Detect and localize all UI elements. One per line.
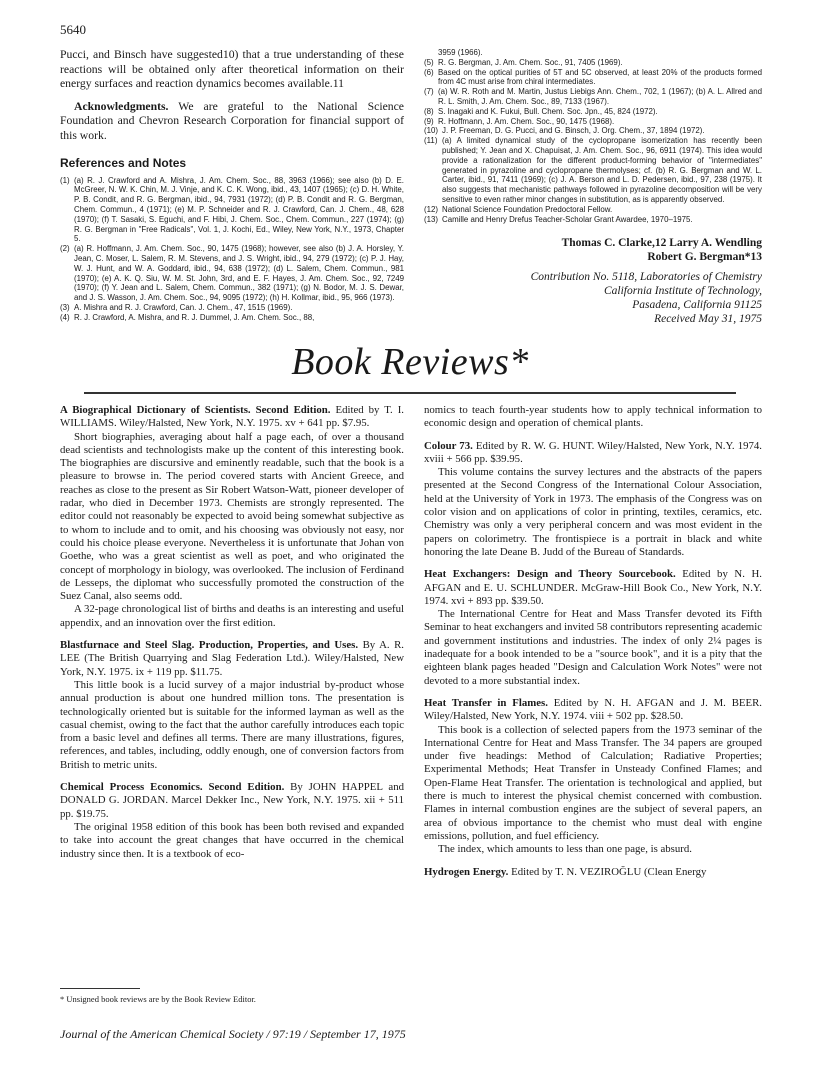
- reference-text: S. Inagaki and K. Fukui, Bull. Chem. Soc. Jpn., 45, 824 (1972).: [438, 106, 658, 116]
- reviews-left-column: [60, 404, 404, 861]
- book-review: [424, 568, 762, 688]
- acknowledgments-text: We are grateful to the National Science Foundation and Chevron Research Corporation for financial support of this work.: [60, 99, 404, 142]
- review-title: Blastfurnace and Steel Slag. Production, Properties, and Uses.: [60, 639, 359, 652]
- review-heading: [424, 568, 762, 608]
- book-review: [60, 781, 404, 861]
- reference-text: J. P. Freeman, D. G. Pucci, and G. Binsch, J. Org. Chem., 37, 1894 (1972).: [442, 126, 705, 136]
- review-heading: [424, 440, 762, 467]
- reference-item: [424, 215, 762, 225]
- reference-text: R. Hoffmann, J. Am. Chem. Soc., 90, 1475 (1968).: [438, 116, 615, 126]
- acknowledgments-label: Acknowledgments.: [74, 99, 169, 113]
- reference-number: (1): [60, 175, 70, 185]
- review-byline: Edited by T. N. VEZIROĞLU (Clean Energy: [511, 865, 707, 878]
- page-number: 5640: [60, 22, 86, 37]
- reference-number: (6): [424, 67, 434, 77]
- acknowledgments: [60, 100, 404, 144]
- received-date: Received May 31, 1975: [654, 313, 762, 326]
- reference-item: [60, 244, 404, 303]
- reference-item: [60, 313, 404, 323]
- reference-number: (4): [60, 312, 70, 322]
- review-paragraph: The original 1958 edition of this book has been both revised and expanded to take into account the great changes that have occurred in the chemical industry since then. It is a textbook of eco-: [60, 820, 404, 860]
- review-paragraph: This volume contains the survey lectures and the abstracts of the papers presented at the Second Congress of the International Colour Association, held at the University of York in 1973. The emphasis of the Congress was on color vision and on applications of color in printing, textiles, ceramics, etc. Chemistry was only a very peripheral concern and was most evident in the papers on colorimetry. The frontispiece is a portrait in black and white honoring the late Deane B. Judd of the Bureau of Standards.: [424, 466, 762, 558]
- reference-text: Based on the optical purities of 5T and 5C observed, at least 20% of the products formed from 4C must arise from chiral intermediates.: [438, 67, 762, 87]
- book-review: [60, 404, 404, 630]
- reference-item: [424, 87, 762, 107]
- reference-text: National Science Foundation Predoctoral Fellow.: [442, 204, 613, 214]
- review-byline: Edited by T. I. WILLIAMS. Wiley/Halsted, New York, N.Y. 1975. xv + 641 pp. $7.95.: [60, 404, 405, 430]
- top-left-column: [60, 48, 404, 323]
- review-title: Hydrogen Energy.: [424, 865, 509, 878]
- review-heading: [60, 781, 404, 821]
- contribution-line-3: Pasadena, California 91125: [632, 299, 762, 312]
- review-heading: [424, 697, 762, 724]
- reference-text: R. J. Crawford, A. Mishra, and R. J. Dummel, J. Am. Chem. Soc., 88,: [74, 312, 315, 322]
- review-continuation: nomics to teach fourth-year students how to apply technical information to economic design and operation of chemical plants.: [424, 404, 762, 430]
- book-review: [60, 639, 404, 772]
- reference-number: [424, 48, 438, 58]
- reference-item: [424, 58, 762, 68]
- contribution-line-1: Contribution No. 5118, Laboratories of Chemistry: [530, 271, 762, 284]
- reviews-right-column: [424, 404, 762, 879]
- review-paragraph: The International Centre for Heat and Mass Transfer devoted its Fifth Seminar to heat exchangers and invited 58 contributors representing academic and government institutions and industries. The index of only 2¼ pages is inadequate for a book intended to be a "source book", and it is a pity that the eighteen blank pages headed "Design and Calculation Work Notes" were not devoted to a more substantial index.: [424, 608, 762, 687]
- reference-number: (3): [60, 302, 70, 312]
- review-paragraph: A 32-page chronological list of births and deaths is an interesting and useful appendix, and an innovation over the first edition.: [60, 603, 404, 629]
- authors-line-1: Thomas C. Clarke,12 Larry A. Wendling: [561, 237, 762, 250]
- review-title: Chemical Process Economics. Second Edition.: [60, 781, 285, 794]
- reference-item: [424, 107, 762, 117]
- reference-number: (5): [424, 57, 434, 67]
- contribution-line-2: California Institute of Technology,: [603, 285, 762, 298]
- reference-number: (12): [424, 204, 439, 214]
- reference-text: (a) W. R. Roth and M. Martin, Justus Liebigs Ann. Chem., 702, 1 (1967); (b) A. L. Allred and R. L. Smith, J. Am. Chem. Soc., 89, 7133 (1967).: [438, 87, 762, 106]
- review-title: A Biographical Dictionary of Scientists. Second Edition.: [60, 404, 331, 416]
- reference-item: [60, 176, 404, 245]
- reference-item: [424, 126, 762, 136]
- review-byline: By A. R. LEE (The British Quarrying and Slag Federation Ltd.). Wiley/Halsted, New York, N.Y. 1975. ix + 119 pp. $11.75.: [60, 639, 405, 678]
- references-heading: References and Notes: [60, 155, 187, 170]
- review-byline: Edited by N. H. AFGAN and J. M. BEER. Wiley/Halsted, New York, N.Y. 1974. viii + 502 pp. $28.50.: [424, 696, 763, 723]
- review-paragraph: This book is a collection of selected papers from the 1973 seminar of the International Centre for Heat and Mass Transfer. The 34 papers are grouped under five headings: Method of Calculation; Radiative Properties; Experimental Methods; Heat Transfer in Unsteady Confined Flames; and Open-Flame Heat Transfer. The orientation is technological and applied, but there is much to interest the physical chemist concerned with combustion. Flames in internal combustion engines are the subject of several papers, an area of obvious importance to the chemist who must deal with engine emissions, pollution, and fuel efficiency.: [424, 723, 762, 842]
- reference-text: R. G. Bergman, J. Am. Chem. Soc., 91, 7405 (1969).: [438, 57, 623, 67]
- journal-footer: Journal of the American Chemical Society / 97:19 / September 17, 1975: [60, 1027, 406, 1041]
- reference-number: (9): [424, 116, 434, 126]
- reference-number: (7): [424, 87, 434, 97]
- footnote-rule: [60, 988, 140, 989]
- review-byline: Edited by R. W. G. HUNT. Wiley/Halsted, New York, N.Y. 1974. xviii + 566 pp. $39.95.: [424, 439, 762, 465]
- review-title: Colour 73.: [424, 439, 473, 452]
- authors-line-2: Robert G. Bergman*13: [647, 251, 762, 264]
- review-paragraph: The index, which amounts to less than one page, is absurd.: [438, 843, 692, 856]
- reference-text: A. Mishra and R. J. Crawford, Can. J. Chem., 47, 1515 (1969).: [74, 302, 293, 312]
- reference-item: [424, 136, 762, 205]
- reference-text: (a) A limited dynamical study of the cyclopropane isomerization has recently been published; Y. Jean and X. Chapuisat, J. Am. Chem. Soc., 96, 6911 (1974). This idea would provide a rationalization for the different product-forming behavior of "intermediates" generated in pyrazoline and cyclopropane thermolyses; cf. (b) R. G. Bergman and W. L. Carter, ibid., 91, 7411 (1969); (c) J. A. Berson and L. D. Pedersen, ibid., 97, 238 (1975). It also suggests that mechanistic pathways followed in pyrazoline decomposition will be very sensitive to even rather minor changes in substitution, as is apparently observed.: [442, 136, 762, 204]
- reference-number: (13): [424, 214, 439, 224]
- section-rule: [84, 392, 736, 394]
- reference-text: 3959 (1966).: [438, 48, 483, 57]
- reference-number: (8): [424, 106, 434, 116]
- reference-number: (10): [424, 126, 439, 136]
- review-heading: [60, 404, 404, 431]
- review-heading: [424, 866, 762, 879]
- section-title: Book Reviews*: [291, 341, 529, 383]
- intro-paragraph: Pucci, and Binsch have suggested10) that a true understanding of these reactions will be obtained only after theoretical information on their energy surfaces and reaction dynamics becomes available.11: [60, 48, 404, 91]
- footnote: * Unsigned book reviews are by the Book Review Editor.: [60, 994, 256, 1004]
- book-review: [424, 697, 762, 857]
- reference-item: [424, 117, 762, 127]
- reviews-right-list: [424, 440, 762, 879]
- reference-item: [60, 303, 404, 313]
- contribution-block: [424, 270, 762, 326]
- review-paragraph: Short biographies, averaging about half a page each, of over a thousand dead scientists and technologists make up the content of this interesting book. The biographies are discursive and eminently readable, such that the book is a pleasure to browse in. The period covered starts with Ancient Greece, and reaches as close to the present as Sir Robert Watson-Watt, pioneer developer of radar, who died in December 1973. Chemists are strongly represented. The editor could not reasonably be expected to avoid being somewhat subjective as to whom to include and to omit, and his choosing was obviously not easy, nor could his choice please everyone. Nevertheless it is unfortunate that Johan von Goethe, who was a great scientist as well as poet, and who originated the concept of morphology in biology, was overlooked. The inclusion of Ferdinand de Lesseps, the diplomat who successfully promoted the construction of the Suez Canal, also seems odd.: [60, 430, 404, 603]
- reference-item: [424, 205, 762, 215]
- review-byline: By JOHN HAPPEL and DONALD G. JORDAN. Marcel Dekker Inc., New York, N.Y. 1975. xii + 511 pp. $19.75.: [60, 781, 404, 820]
- reference-text: (a) R. Hoffmann, J. Am. Chem. Soc., 90, 1475 (1968); however, see also (b) J. A. Horsley, Y. Jean, C. Moser, L. Salem, R. M. Stevens, and J. S. Wright, ibid., 94, 279 (1972); (c) P. J. Hay, W. J. Hunt, and W. A. Goddard, ibid., 94, 638 (1972); (d) L. Salem, Chem. Commun., 981 (1970); (e) A. K. Q. Siu, W. M. St. John, 3rd, and E. F. Hayes, J. Am. Chem. Soc., 92, 7249 (1970); (f) Y. Jean and L. Salem, Chem. Commun., 382 (1971); (g) N. Bodor, M. J. S. Dewar, and J. S. Wasson, J. Am. Chem. Soc., 94, 9095 (1972); (h) H. Kollmar, ibid., 95, 966 (1973).: [74, 244, 404, 303]
- review-title: Heat Transfer in Flames.: [424, 696, 548, 709]
- book-review: [424, 440, 762, 560]
- top-right-column: [424, 48, 762, 326]
- book-review: [424, 866, 762, 879]
- references-list-right: [424, 48, 762, 224]
- references-list-left: [60, 176, 404, 323]
- review-paragraph: This little book is a lucid survey of a major industrial by-product whose annual production is about one hundred million tons. The presentation is technologically oriented but is suitable for the informed layman as well as the casual chemist, owing to the fact that the author carefully introduces each topic from a basic level and defines all terms. There are many illustrations, figures, references, and tables, including, oddly enough, one of conversion factors from British to metric units.: [60, 678, 404, 771]
- reference-number: (2): [60, 244, 70, 254]
- review-byline: Edited by N. H. AFGAN and E. U. SCHLUNDER. McGraw-Hill Book Co., New York, N.Y. 1974. xvi + 893 pp. $39.50.: [424, 568, 762, 607]
- reference-number: (11): [424, 136, 438, 146]
- reference-text: (a) R. J. Crawford and A. Mishra, J. Am. Chem. Soc., 88, 3963 (1966); see also (b) D. E. McGreer, N. W. K. Chin, M. J. Vinje, and K. C. K. Wong, ibid., 43, 1407 (1965); (c) D. H. White, P. B. Condit, and R. G. Bergman, ibid., 94, 7931 (1972); (d) P. B. Condit and R. G. Bergman, Chem. Commun., 4 (1971); (e) M. P. Schneider and R. J. Crawford, Can. J. Chem., 48, 628 (1970); (f) T. Sasaki, S. Eguchi, and F. Hibi, J. Chem. Soc., Chem. Commun., 227 (1974); (g) R. G. Bergman in "Free Radicals", Vol. 1, J. Kochi, Ed., Wiley, New York, N.Y., 1973, Chapter 5.: [74, 175, 404, 244]
- reference-text: Camille and Henry Drefus Teacher-Scholar Grant Awardee, 1970–1975.: [442, 214, 693, 224]
- reference-item: [424, 68, 762, 88]
- reference-item: [424, 48, 762, 58]
- review-title: Heat Exchangers: Design and Theory Sourcebook.: [424, 568, 676, 581]
- review-heading: [60, 639, 404, 679]
- author-signature: [424, 236, 762, 264]
